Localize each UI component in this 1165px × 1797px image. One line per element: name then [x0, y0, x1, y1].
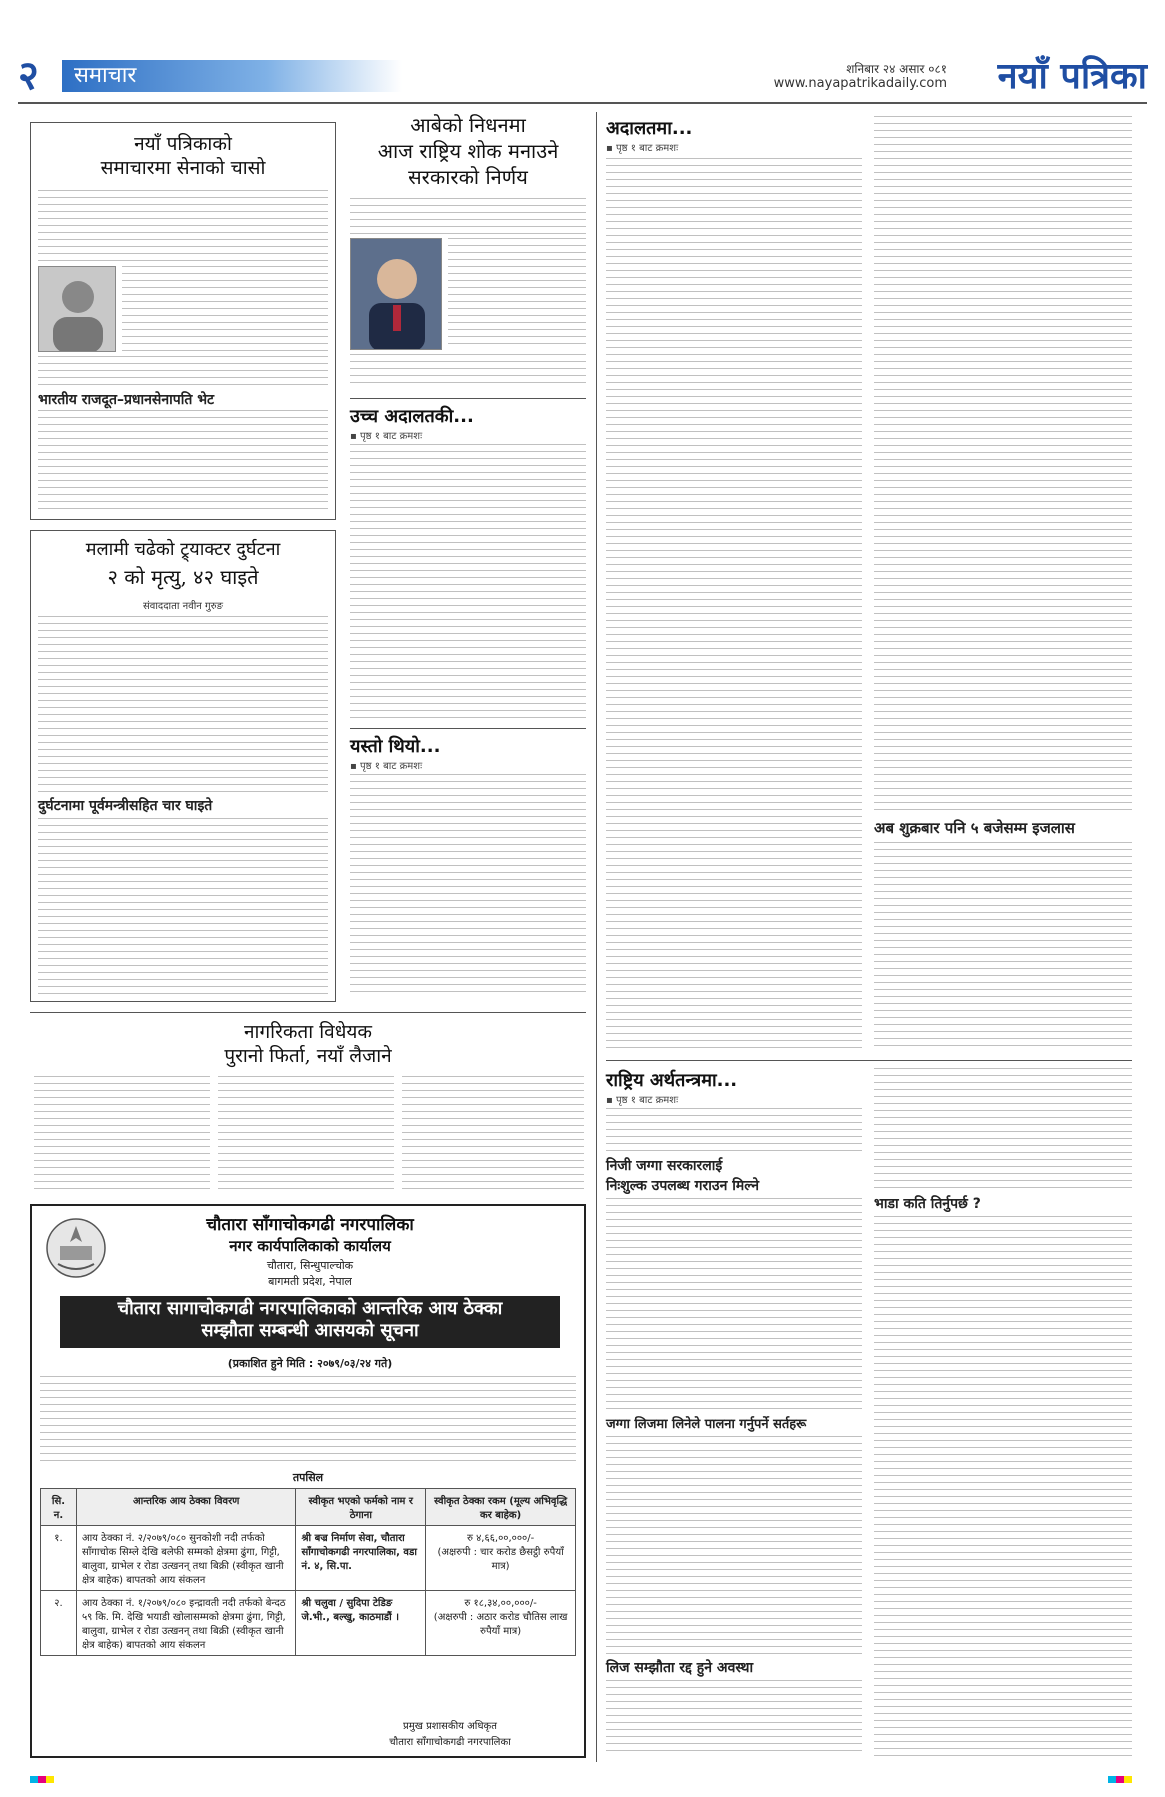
as-it-was-body-text [350, 774, 586, 998]
divider [30, 1012, 586, 1013]
citizenship-headline-line2: पुरानो फिर्ता, नयाँ लैजाने [224, 1045, 392, 1067]
court-headline: अदालतमा... [606, 118, 693, 139]
army-body-text-2 [122, 266, 328, 352]
col-header-firm: स्वीकृत भएको फर्मको नाम र ठेगाना [296, 1489, 426, 1526]
person-icon [39, 267, 116, 352]
army-headline-line1: नयाँ पत्रिकाको [134, 133, 232, 155]
notice-province: बागमती प्रदेश, नेपाल [268, 1275, 352, 1288]
row-amount: रु १८,३४,००,०००/- [464, 1598, 537, 1609]
economy-subhead-5: भाडा कति तिर्नुपर्छ ? [874, 1196, 981, 1212]
person-icon [351, 239, 442, 350]
notice-signer-title: प्रमुख प्रशासकीय अधिकृत [403, 1721, 497, 1732]
economy-body-text-5 [874, 1068, 1132, 1190]
masthead [18, 54, 1147, 98]
abe-body-text-3 [350, 354, 586, 386]
citizenship-headline-line1: नागरिकता विधेयक [243, 1021, 373, 1043]
notice-title-line2: सम्झौता सम्बन्धी आसयको सूचना [201, 1320, 419, 1341]
row-firm: श्री बज्र निर्माण सेवा, चौतारा साँगाचोकगढी नगरपालिका, वडा नं. ४, सि.पा. [296, 1526, 426, 1591]
economy-body-text-6 [874, 1216, 1132, 1756]
website-link[interactable]: www.nayapatrikadaily.com [773, 76, 947, 91]
row-detail: आय ठेक्का नं. २/२०७९/०८० सुनकोशी नदी तर्फको साँगाचोक सिम्ले देखि बलेफी सम्मको क्षेत्रमा ढुंगा, गिट्टी, बालुवा, ग्राभेल र रोडा उत्खनन् तथा बिक्री (स्वीकृत खानी क्षेत्र बाहेक) बापतको आय संकलन [76, 1526, 295, 1591]
court-body-col3 [874, 842, 1132, 1050]
continued-label: पृष्ठ १ बाट क्रमशः [359, 761, 423, 772]
economy-subhead-2: निःशुल्क उपलब्ध गराउन मिल्ने [606, 1178, 759, 1194]
citizenship-body-col1 [34, 1076, 210, 1194]
tender-table [40, 1488, 576, 1656]
section-tab: समाचार [62, 60, 402, 92]
row-amount-words: (अक्षरुपी : चार करोड छैसट्ठी रुपैयाँ मात्र) [437, 1547, 564, 1572]
tractor-byline: संवाददाता नवीन गुरुङ [143, 601, 223, 612]
economy-continued: ▪ पृष्ठ १ बाट क्रमशः [606, 1095, 679, 1106]
registration-mark [1108, 1776, 1132, 1783]
tractor-headline-line1: मलामी चढेको ट्र्याक्टर दुर्घटना [85, 539, 281, 560]
citizenship-body-col2 [218, 1076, 394, 1194]
notice-org-name: चौतारा साँगाचोकगढी नगरपालिका [206, 1215, 414, 1235]
continued-label: पृष्ठ १ बाट क्रमशः [615, 143, 679, 154]
court-body-col1 [606, 158, 862, 1050]
high-court-body-text [350, 444, 586, 720]
high-court-headline: उच्च अदालतकी... [350, 406, 474, 427]
court-body-col2 [874, 116, 1132, 812]
row-amount-cell [426, 1526, 576, 1591]
table-row [41, 1591, 576, 1656]
row-sn: २. [41, 1591, 77, 1656]
economy-subhead-4: लिज सम्झौता रद्द हुने अवस्था [606, 1660, 754, 1676]
row-amount: रु ४,६६,००,०००/- [466, 1533, 535, 1544]
economy-body-text-2 [606, 1198, 862, 1410]
abe-headline-line1: आबेको निधनमा [410, 113, 526, 137]
header-rule [18, 102, 1147, 104]
army-body-text-3 [38, 356, 328, 386]
abe-body-text-1 [350, 198, 586, 234]
row-sn: १. [41, 1526, 77, 1591]
row-amount-cell [426, 1591, 576, 1656]
notice-publish-date: (प्रकाशित हुने मिति : २०७९/०३/२४ गते) [227, 1357, 393, 1370]
author-photo [38, 266, 116, 352]
as-it-was-continued: ▪ पृष्ठ १ बाट क्रमशः [350, 761, 423, 772]
issue-date: शनिबार २४ असार ०८१ [846, 62, 947, 76]
row-amount-words: (अक्षरुपी : अठार करोड चौतिस लाख रुपैयाँ मात्र) [433, 1612, 568, 1637]
divider [350, 398, 586, 399]
economy-subhead-3: जग्गा लिजमा लिनेले पालना गर्नुपर्ने सर्तहरू [606, 1417, 807, 1432]
divider [350, 728, 586, 729]
economy-headline: राष्ट्रिय अर्थतन्त्रमा... [606, 1070, 738, 1091]
divider [606, 1060, 1132, 1061]
column-divider [596, 112, 597, 1762]
high-court-continued: ▪ पृष्ठ १ बाट क्रमशः [350, 431, 423, 442]
page-number: २ [18, 52, 39, 99]
citizenship-body-col3 [402, 1076, 584, 1194]
abe-headline-line2: आज राष्ट्रिय शोक मनाउने [377, 139, 559, 163]
row-firm: श्री चलुवा / सुदिपा टेडिङ जे.भी., बल्खु, काठमाडौं । [296, 1591, 426, 1656]
as-it-was-headline: यस्तो थियो... [350, 736, 441, 757]
table-row [41, 1526, 576, 1591]
notice-body-text [40, 1376, 576, 1466]
registration-mark [30, 1776, 54, 1783]
tractor-subhead: दुर्घटनामा पूर्वमन्त्रीसहित चार घाइते [38, 798, 213, 814]
abe-headline-line3: सरकारको निर्णय [408, 165, 528, 189]
economy-body-text-1 [606, 1108, 862, 1152]
continued-label: पृष्ठ १ बाट क्रमशः [615, 1095, 679, 1106]
economy-body-text-3 [606, 1436, 862, 1654]
abe-photo [350, 238, 442, 350]
col-header-sn: सि. न. [41, 1489, 77, 1526]
row-detail: आय ठेक्का नं. १/२०७९/०८० इन्द्रावती नदी तर्फको बेन्दठ ५९ कि. मि. देखि भयाडी खोलासम्मको क्षेत्रमा ढुंगा, गिट्टी, बालुवा, ग्राभेल र रोडा उत्खनन् तथा बिक्री (स्वीकृत खानी क्षेत्र बाहेक) बापतको आय संकलन [76, 1591, 295, 1656]
court-continued: ▪ पृष्ठ १ बाट क्रमशः [606, 143, 679, 154]
continued-label: पृष्ठ १ बाट क्रमशः [359, 431, 423, 442]
economy-body-text-4 [606, 1680, 862, 1756]
col-header-amount: स्वीकृत ठेक्का रकम (मूल्य अभिवृद्धि कर बाहेक) [426, 1489, 576, 1526]
army-body-text-4 [38, 410, 328, 514]
army-subhead: भारतीय राजदूत–प्रधानसेनापति भेट [38, 392, 215, 408]
col-header-detail: आन्तरिक आय ठेक्का विवरण [76, 1489, 295, 1526]
notice-address: चौतारा, सिन्धुपाल्चोक [266, 1259, 354, 1272]
table-caption: तपसिल [292, 1471, 324, 1484]
tractor-body-text-2 [38, 818, 328, 994]
abe-body-text-2 [448, 238, 586, 350]
notice-signer-office: चौतारा साँगाचोकगढी नगरपालिका [389, 1737, 511, 1748]
tractor-body-text-1 [38, 616, 328, 792]
army-body-text-1 [38, 190, 328, 262]
table-header-row [41, 1489, 576, 1526]
nepal-emblem-icon [44, 1216, 108, 1280]
notice-title-band [60, 1296, 560, 1348]
court-subhead: अब शुक्रबार पनि ५ बजेसम्म इजलास [874, 819, 1075, 837]
army-headline-line2: समाचारमा सेनाको चासो [100, 157, 266, 179]
notice-title-line1: चौतारा सागाचोकगढी नगरपालिकाको आन्तरिक आय ठेक्का [117, 1298, 503, 1319]
notice-office-name: नगर कार्यपालिकाको कार्यालय [229, 1237, 391, 1255]
newspaper-logo: नयाँ पत्रिका [997, 55, 1147, 97]
economy-subhead-1: निजी जग्गा सरकारलाई [606, 1158, 723, 1174]
tractor-headline-line2: २ को मृत्यु, ४२ घाइते [107, 565, 259, 589]
